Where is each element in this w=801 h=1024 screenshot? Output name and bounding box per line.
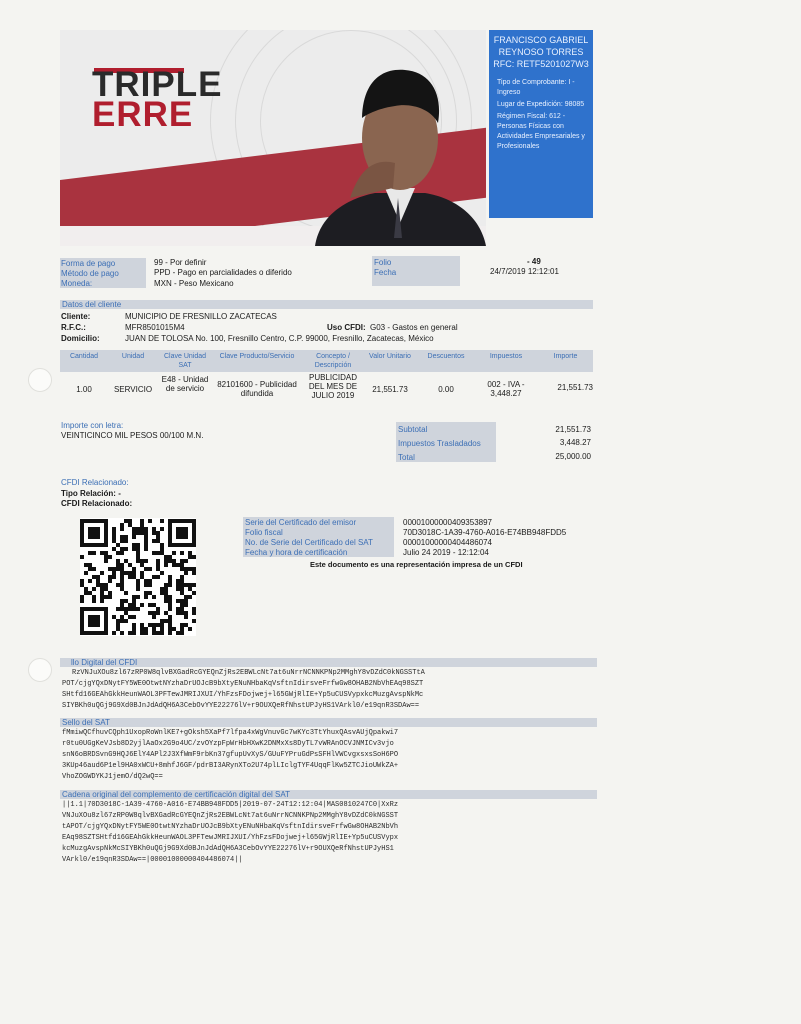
cell-valor-unitario: 21,551.73 (372, 385, 408, 394)
emitter-lugar: Lugar de Expedición: 98085 (497, 101, 585, 108)
fecha-cert-value: Julio 24 2019 - 12:12:04 (403, 548, 489, 557)
emitter-regimen: Régimen Fiscal: 612 - Personas Físicas con Actividades Empresariales y Profesionales (497, 113, 585, 150)
col-concepto: Concepto / Descripción (314, 353, 352, 369)
sello-cfdi-line: SHtfd16GEAhGkkHeunWAOL3PFTewJMRIJXUI/YhFzsFDojwej+l65GWjRlIE+Yp5uCUSVypxkcMuzgAvspNkMc (62, 691, 424, 699)
cadena-line: VArkl0/e19qnR3SDAw==|00001000000404486074|| (62, 856, 243, 864)
metodo-pago-label: Método de pago (61, 269, 119, 278)
header-banner (60, 30, 486, 246)
sello-sat-line: snN6oBRDSvnG9HQJ6ElY4APl2J3XfWmF9rbKn37gfupUvXyS/GUuFYPruGdPsSFHlVWCvgxsxsSoH6PO (62, 751, 399, 759)
cert-sat-label: No. de Serie del Certificado del SAT (245, 538, 373, 547)
moneda-value: MXN - Peso Mexicano (154, 279, 234, 288)
cell-impuestos: 002 - IVA - 3,448.27 (487, 380, 525, 398)
cell-unidad: SERVICIO (113, 385, 153, 394)
uso-cfdi-label: Uso CFDI: (327, 323, 366, 332)
sello-sat-line: VhoZOGWDYKJ1jemO/dQ2wQ== (62, 773, 163, 781)
cliente-label: Cliente: (61, 312, 91, 321)
folio-fiscal-value: 70D3018C-1A39-4760-A016-E74BB948FDD5 (403, 528, 567, 537)
logo-line1: TRIPLE (92, 65, 223, 104)
cadena-line: tAPOT/cjgYQxDNytFY5WE0OtwtNYzhaDrUOJcB9bXtyENuNHbaKqVsftnIdirsveFrfwGw8OHAB2NbVh (62, 823, 399, 831)
col-clave-unidad: Clave Unidad SAT (163, 353, 207, 369)
importe-letra-value: VEINTICINCO MIL PESOS 00/100 M.N. (61, 431, 204, 440)
cadena-line: ||1.1|70D3018C-1A39-4760-A016-E74BB948FDD5|2019-07-24T12:12:04|MAS0810247C0|XxRz (62, 801, 399, 809)
cadena-line: EAq98SZTSHtfd16GEAhGkkHeunWAOL3PFTewJMRIJXUI/YhFzsFDojwej+l65GWjRlIE+Yp5uCUSVypx (62, 834, 399, 842)
sello-cfdi-title: llo Digital del CFDI (71, 658, 138, 667)
sello-cfdi-line: POT/cjgYQxDNytFY5WE0OtwtNYzhaDrUOJcB9bXtyENuNHbaKqVsftnIdirsveFrfwGw8OHAB2NbVhEAq98SZT (62, 680, 424, 688)
col-clave-producto: Clave Producto/Servicio (219, 353, 295, 360)
cell-descuentos: 0.00 (438, 385, 454, 394)
cert-emisor-value: 00001000000409353897 (403, 518, 492, 527)
logo-line2: ERRE (92, 95, 194, 134)
subtotal-value: 21,551.73 (555, 425, 591, 434)
sello-cfdi-bar (60, 658, 597, 667)
punch-hole (28, 658, 52, 682)
cfdi-relacionado-title: CFDI Relacionado: (61, 478, 129, 487)
sello-sat-line: 3KUp46aud6P1el9HA0xWCU+8mhfJ6GF/pdrBI3ARynXTo2U74plLIclgTYF4UqqFlKw5ZTCJioUWkZA+ (62, 762, 399, 770)
cert-sat-value: 00001000000404486074 (403, 538, 492, 547)
folio-value: - 49 (527, 257, 541, 266)
cell-clave-producto: 82101600 - Publicidad difundida (217, 380, 297, 398)
cliente-value: MUNICIPIO DE FRESNILLO ZACATECAS (125, 312, 277, 321)
col-importe: Importe (553, 353, 578, 360)
impuestos-trasladados-label: Impuestos Trasladados (398, 439, 481, 448)
col-cantidad: Cantidad (69, 353, 99, 360)
cfdi-relacionado: CFDI Relacionado: (61, 499, 133, 508)
sello-sat-bar (60, 718, 597, 727)
qr-code (80, 518, 196, 636)
subtotal-label: Subtotal (398, 425, 428, 434)
forma-pago-label: Forma de pago (61, 259, 116, 268)
total-value: 25,000.00 (555, 452, 591, 461)
cell-cantidad: 1.00 (76, 385, 92, 394)
tipo-relacion: Tipo Relación: - (61, 489, 121, 498)
emitter-box (489, 30, 593, 218)
cadena-line: VNJuXOu8zl67zRP0W8qlvBXGadRcGYEQnZjRs2EBWLcNt7at6uNrrNCNNKPNp2MMghY8vDZdC0kNGSST (62, 812, 399, 820)
client-section-title: Datos del cliente (62, 300, 122, 309)
cadena-text (62, 800, 597, 866)
cadena-line: kcMuzgAvspNkMcSIYBKh0uQGj9G9Xd0BJnJdAdQH6A3CebOvYYE22276lV+r9OUXQeRfNhstUPJyHS1 (62, 845, 394, 853)
cadena-title: Cadena original del complemento de certificación digital del SAT (62, 790, 290, 799)
moneda-label: Moneda: (61, 279, 93, 288)
folio-label: Folio (374, 258, 392, 267)
sello-cfdi-line: RzVNJuXOu8zl67zRP0W8qlvBXGadRcGYEQnZjRs2EBWLcNt7at6uNrrNCNNKPNp2MMghY8vDZdC0kNGSSTtA (72, 669, 425, 677)
cell-importe: 21,551.73 (557, 383, 593, 392)
rfc-label: R.F.C.: (61, 323, 86, 332)
folio-fiscal-label: Folio fiscal (245, 528, 283, 537)
importe-letra-label: Importe con letra: (61, 421, 124, 430)
domicilio-label: Domicilio: (61, 334, 100, 343)
fecha-value: 24/7/2019 12:12:01 (490, 267, 559, 276)
cell-clave-unidad: E48 - Unidad de servicio (161, 375, 209, 393)
rfc-value: MFR8501015M4 (125, 323, 185, 332)
emitter-name: FRANCISCO GABRIEL REYNOSO TORRES (493, 35, 589, 57)
col-unidad: Unidad (121, 353, 145, 360)
emitter-rfc: RFC: RETF5201027W3 (493, 59, 589, 69)
sello-cfdi-line: SIYBKh0uQGj9G9Xd0BJnJdAdQH6A3CebOvYYE22276lV+r9OUXQeRfNhstUPJyHS1VArkl0/e19qnR3SDAw== (62, 702, 420, 710)
portrait-photo (305, 48, 486, 246)
sello-sat-line: fMmiwQCfhuvCQph1UxopRoWnlKE7+gOksh5XaPf7lfpa4xWgVnuvGc7wKYc3TtYhuxQAsvAUjQpakwi7 (62, 729, 399, 737)
punch-hole (28, 368, 52, 392)
cert-emisor-label: Serie del Certificado del emisor (245, 518, 357, 527)
total-label: Total (398, 453, 415, 462)
domicilio-value: JUAN DE TOLOSA No. 100, Fresnillo Centro, C.P. 99000, Fresnillo, Zacatecas, México (125, 334, 434, 343)
sello-sat-text (62, 728, 597, 783)
uso-cfdi-value: G03 - Gastos en general (370, 323, 458, 332)
cfdi-note: Este documento es una representación impresa de un CFDI (310, 560, 523, 569)
col-descuentos: Descuentos (427, 353, 465, 360)
col-valor-unitario: Valor Unitario (369, 353, 411, 360)
sello-sat-line: r0tu0UGgKeVJsb8D2yjlAaOx2G9o4UC/zvOYzpFpWrHbHXwK2DNMxXs8DyTL7vWRAnOCVJNMICv3vjo (62, 740, 394, 748)
metodo-pago-value: PPD - Pago en parcialidades o diferido (154, 268, 292, 277)
fecha-label: Fecha (374, 268, 397, 277)
col-impuestos: Impuestos (489, 353, 523, 360)
brand-logo (92, 65, 223, 134)
sello-sat-title: Sello del SAT (62, 718, 110, 727)
emitter-tipo: Tipo de Comprobante: I - Ingreso (497, 79, 575, 96)
sello-cfdi-text (62, 668, 597, 712)
impuestos-value: 3,448.27 (559, 438, 591, 447)
fecha-cert-label: Fecha y hora de certificación (245, 548, 348, 557)
forma-pago-value: 99 - Por definir (154, 258, 207, 267)
cell-concepto: PUBLICIDAD DEL MES DE JULIO 2019 (308, 373, 358, 400)
client-section-bar (60, 300, 593, 309)
